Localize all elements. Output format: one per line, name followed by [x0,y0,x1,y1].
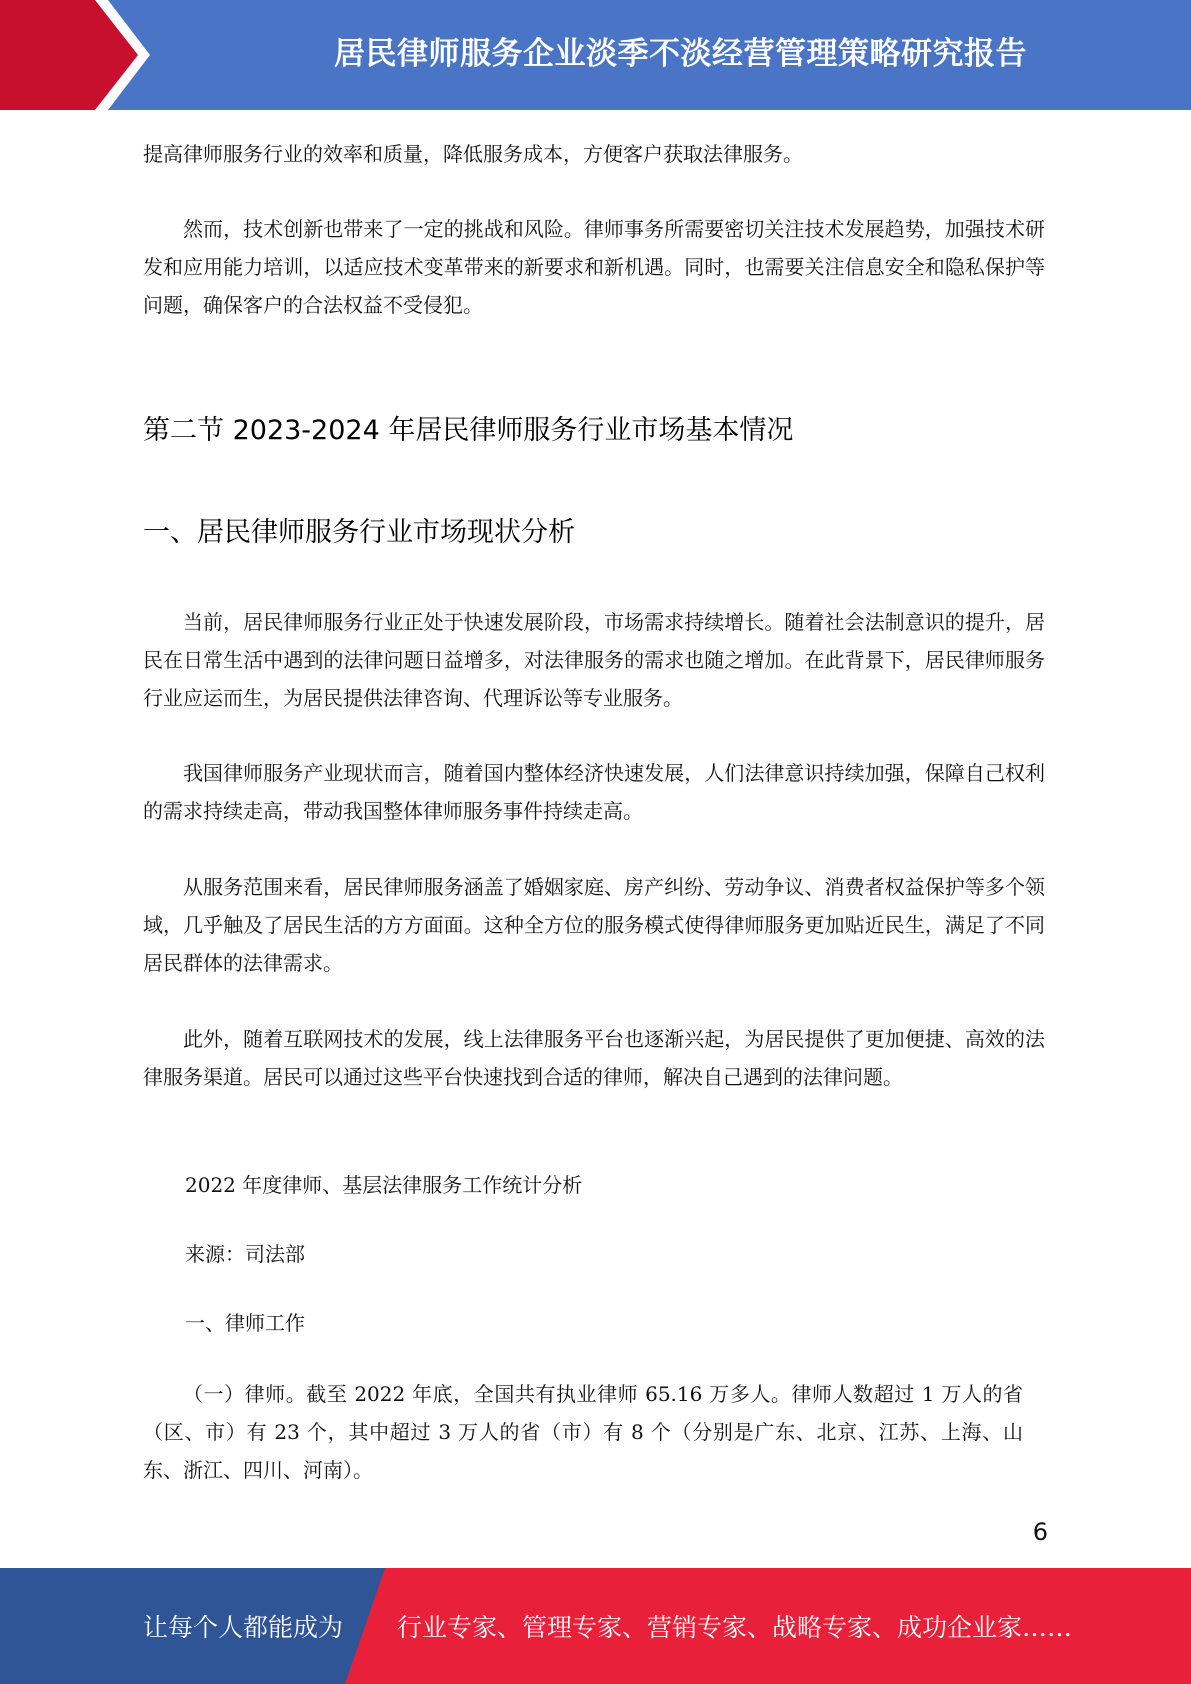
page-header [0,0,1191,110]
stats-item-text: （一）律师。截至 2022 年底，全国共有执业律师 65.16 万多人。律师人数超过 1 万人的省（区、市）有 23 个，其中超过 3 万人的省（市）有 8 个（分别是广东、北京、江苏、上海、山东、浙江、四川、河南）。 [143,1382,1023,1482]
paragraph-online-platforms: 此外，随着互联网技术的发展，线上法律服务平台也逐渐兴起，为居民提供了更加便捷、高效的法律服务渠道。居民可以通过这些平台快速找到合适的律师，解决自己遇到的法律问题。 [143,1027,1045,1089]
section-heading: 第二节 2023-2024 年居民律师服务行业市场基本情况 [143,415,794,446]
stats-item-heading: 一、律师工作 [185,1311,305,1335]
paragraph-intro: 提高律师服务行业的效率和质量，降低服务成本，方便客户获取法律服务。 [143,142,803,166]
page-footer [0,1568,1191,1684]
header-arrow-decoration [0,0,170,110]
report-title: 居民律师服务企业淡季不淡经营管理策略研究报告 [334,35,1027,72]
stats-source: 来源：司法部 [185,1242,305,1266]
paragraph-tech-risk: 然而，技术创新也带来了一定的挑战和风险。律师事务所需要密切关注技术发展趋势，加强技术研发和应用能力培训，以适应技术变革带来的新要求和新机遇。同时，也需要关注信息安全和隐私保护等问题，确保客户的合法权益不受侵犯。 [143,217,1045,317]
paragraph-industry-status: 我国律师服务产业现状而言，随着国内整体经济快速发展，人们法律意识持续加强，保障自己权利的需求持续走高，带动我国整体律师服务事件持续走高。 [143,761,1045,823]
page-number: 6 [1032,1518,1048,1546]
stats-title: 2022 年度律师、基层法律服务工作统计分析 [185,1173,583,1197]
footer-slogan-right: 行业专家、管理专家、营销专家、战略专家、成功企业家…… [397,1613,1073,1642]
paragraph-service-scope: 从服务范围来看，居民律师服务涵盖了婚姻家庭、房产纠纷、劳动争议、消费者权益保护等多个领域，几乎触及了居民生活的方方面面。这种全方位的服务模式使得律师服务更加贴近民生，满足了不同居民群体的法律需求。 [143,875,1045,975]
footer-slogan-left: 让每个人都能成为 [143,1613,344,1642]
paragraph-market-status: 当前，居民律师服务行业正处于快速发展阶段，市场需求持续增长。随着社会法制意识的提升，居民在日常生活中遇到的法律问题日益增多，对法律服务的需求也随之增加。在此背景下，居民律师服务行业应运而生，为居民提供法律咨询、代理诉讼等专业服务。 [143,610,1045,710]
sub-heading: 一、居民律师服务行业市场现状分析 [143,517,575,548]
